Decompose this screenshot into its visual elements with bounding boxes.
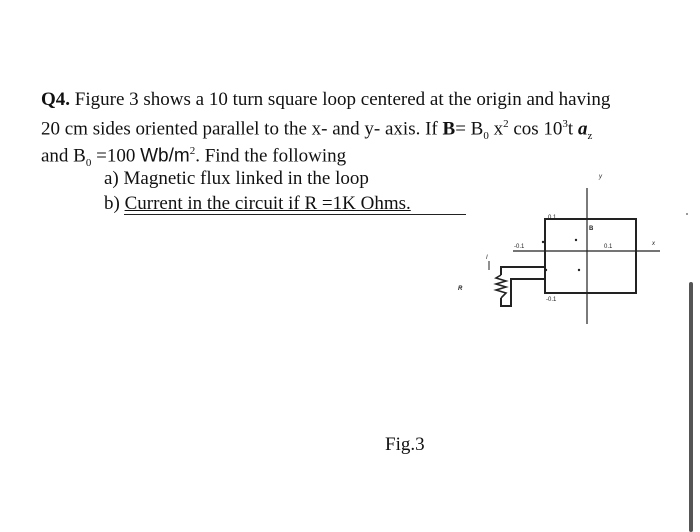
sup-three: 3 xyxy=(562,118,568,130)
part-b xyxy=(104,193,411,215)
scrollbar[interactable] xyxy=(689,282,693,532)
field-dot xyxy=(575,239,577,241)
equals-b: = B xyxy=(455,118,484,140)
loop-figure xyxy=(456,170,678,330)
question-text-2: 20 cm sides oriented parallel to the x- and y- axis. If xyxy=(41,118,443,140)
current-label: I xyxy=(486,255,488,261)
right-tick: 0.1 xyxy=(604,244,613,250)
part-b-text: Current in the circuit if R =1K Ohms. xyxy=(124,193,411,214)
x-var: x xyxy=(488,118,504,140)
cos-term: cos 10 xyxy=(508,118,563,140)
sub-zero: 0 xyxy=(483,130,489,143)
y-axis-label: y xyxy=(599,174,602,180)
question-text-1: Figure 3 shows a 10 turn square loop centered at the origin and having xyxy=(70,89,611,110)
bottom-tick: -0.1 xyxy=(546,297,557,303)
unit-vector: a xyxy=(577,118,588,140)
question-label: Q4. xyxy=(41,89,71,110)
part-b-prefix: b) xyxy=(104,193,125,214)
units: Wb/m xyxy=(140,145,190,167)
sub-z: z xyxy=(587,130,593,143)
t-var: t xyxy=(567,118,578,140)
underline-rule xyxy=(124,214,466,215)
field-dot xyxy=(578,269,580,271)
field-symbol: B xyxy=(442,118,456,140)
find-text: . Find the following xyxy=(195,145,347,167)
resistor-label: R xyxy=(458,286,463,292)
lead-wire-top xyxy=(501,267,545,275)
sub-zero-2: 0 xyxy=(85,157,92,170)
and-b: and B xyxy=(41,145,86,167)
sup-two: 2 xyxy=(503,118,509,130)
x-axis-label: x xyxy=(652,241,655,247)
lead-wire-bottom xyxy=(501,279,545,306)
stray-dot xyxy=(686,213,688,215)
figure-caption: Fig.3 xyxy=(385,434,425,455)
field-dot xyxy=(542,241,544,243)
field-label: B xyxy=(589,226,594,232)
top-tick: 0.1 xyxy=(548,215,557,221)
question-line-1 xyxy=(41,89,610,111)
resistor xyxy=(496,275,506,298)
field-dot xyxy=(545,269,547,271)
left-tick: -0.1 xyxy=(514,244,525,250)
sup-two-2: 2 xyxy=(189,145,196,157)
value-100: =100 xyxy=(91,145,141,167)
part-a: a) Magnetic flux linked in the loop xyxy=(104,168,369,189)
